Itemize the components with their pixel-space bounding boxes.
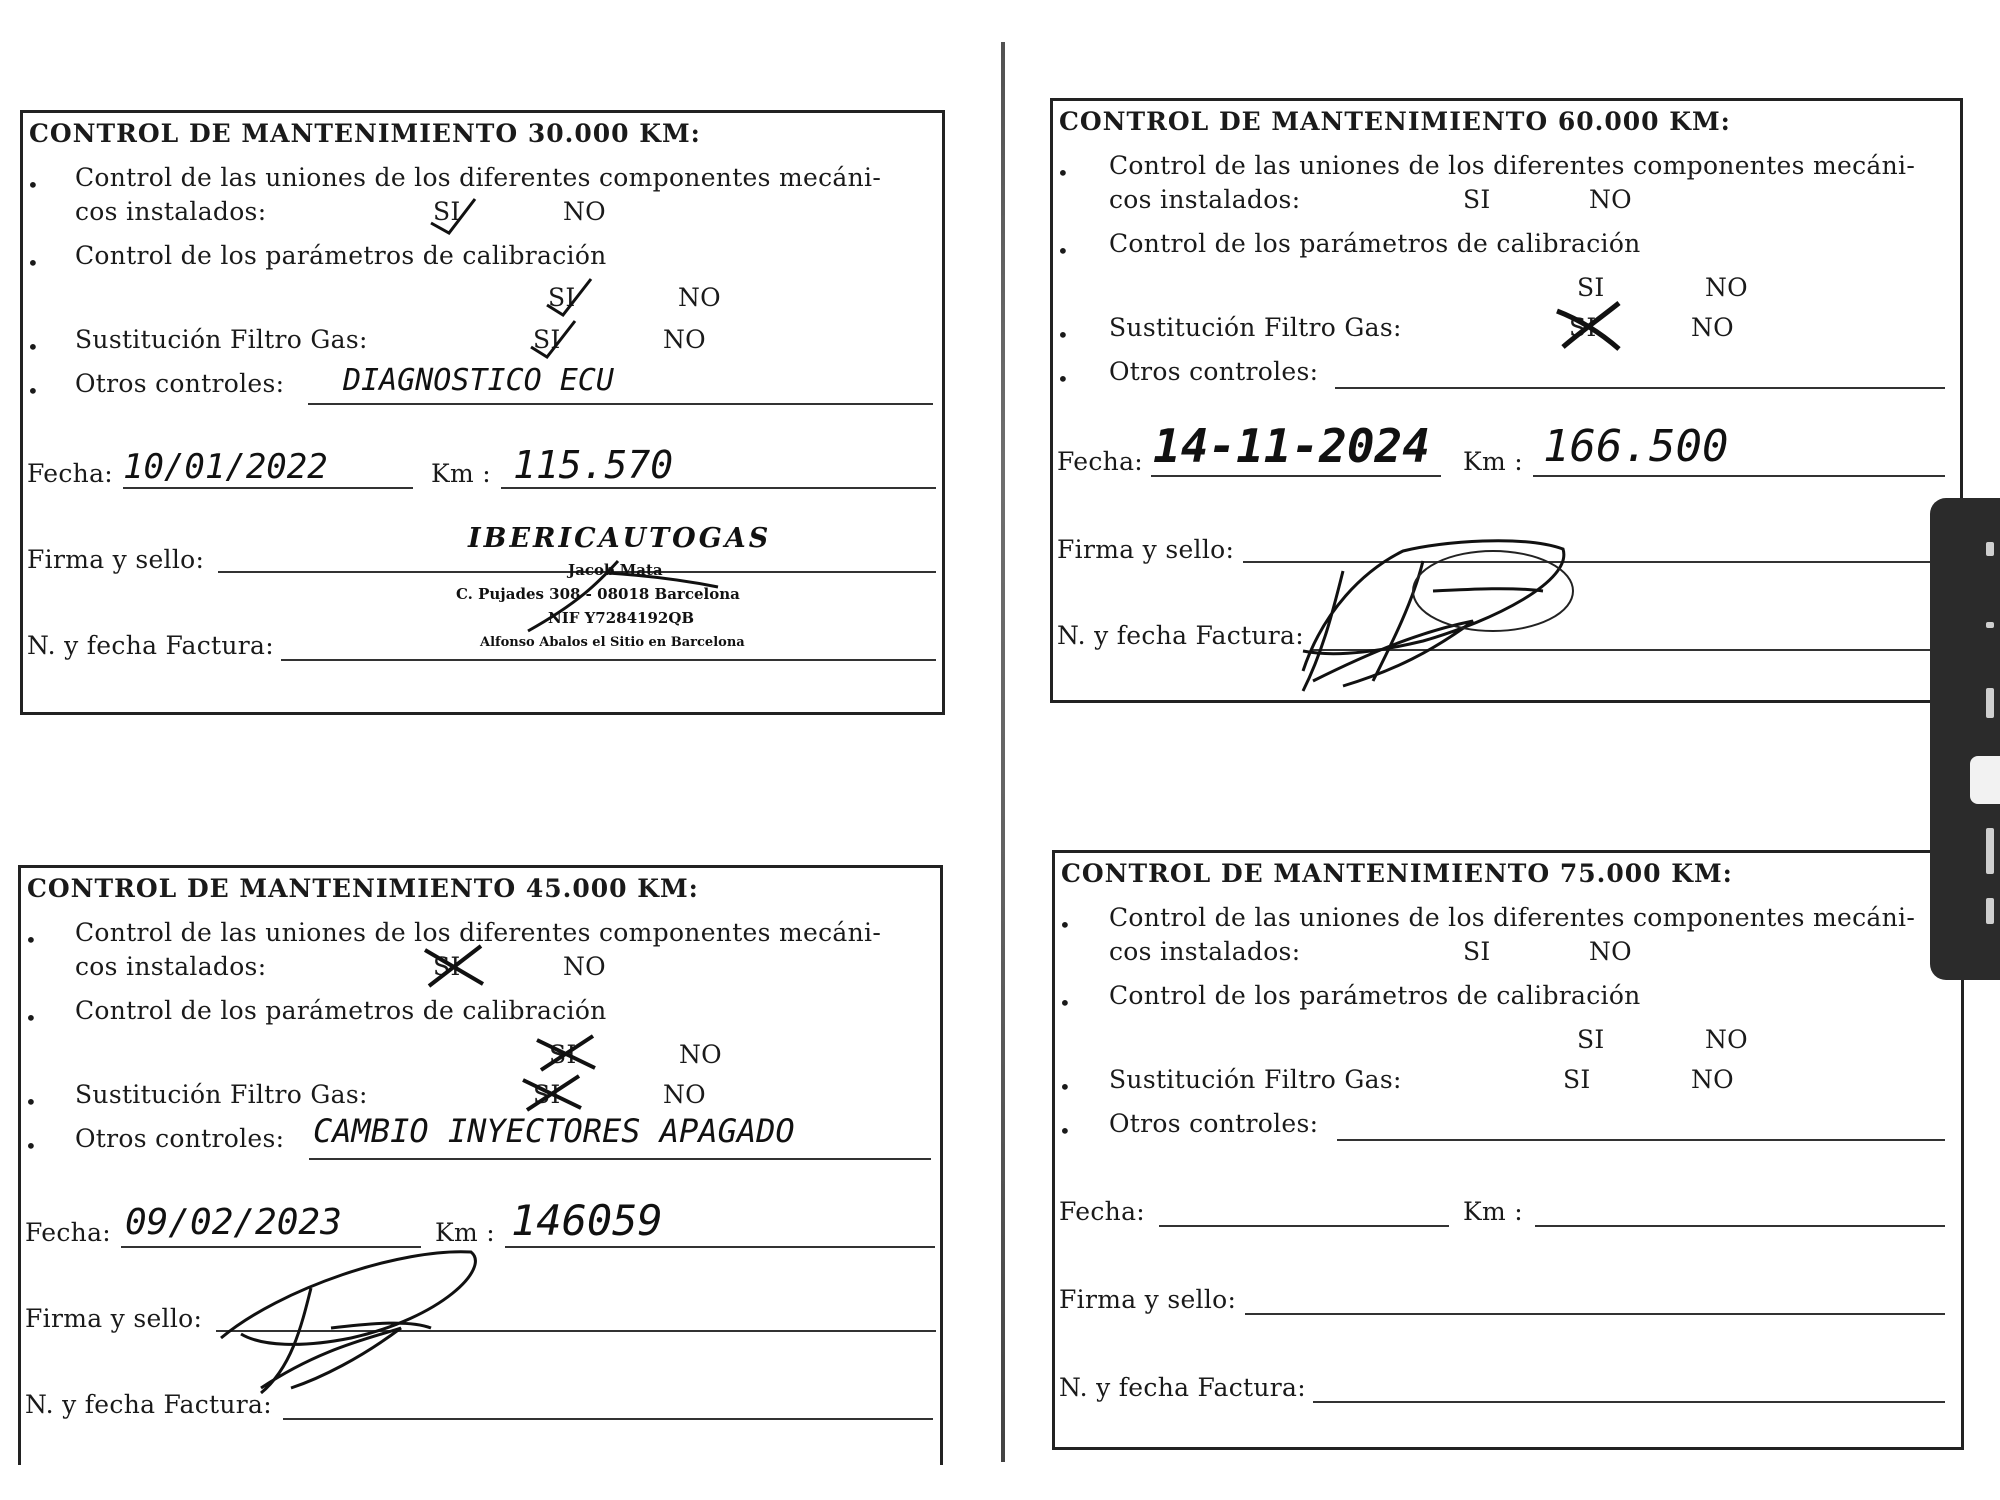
km-line — [1533, 475, 1945, 477]
calibracion-no-option: NO — [1705, 1025, 1748, 1054]
calibracion-si-option: SI — [548, 283, 576, 312]
filtro-no-option: NO — [663, 1080, 706, 1109]
filtro-no-option: NO — [1691, 313, 1734, 342]
card-title: CONTROL DE MANTENIMIENTO 30.000 KM: — [29, 119, 701, 148]
factura-label: N. y fecha Factura: — [27, 631, 274, 660]
stamp-line1: Jacob Mata — [568, 561, 663, 579]
calibracion-no-option: NO — [1705, 273, 1748, 302]
uniones-si-option: SI — [433, 197, 461, 226]
bullet: • — [25, 1134, 37, 1158]
calibracion-si-cross — [533, 1032, 599, 1074]
item-uniones-line2: cos instalados: — [1109, 185, 1301, 214]
stamp-company-name: IBERICAUTOGAS — [468, 523, 772, 554]
km-line — [505, 1246, 935, 1248]
item-filtro-gas: Sustitución Filtro Gas: — [75, 325, 368, 354]
filtro-no-option: NO — [1691, 1065, 1734, 1094]
bullet: • — [27, 251, 39, 275]
km-line — [501, 487, 936, 489]
firma-line — [1245, 1313, 1945, 1315]
km-value: 146059 — [511, 1196, 663, 1245]
bullet: • — [25, 928, 37, 952]
item-otros-controles: Otros controles: — [75, 369, 285, 398]
filtro-no-option: NO — [663, 325, 706, 354]
km-value: 166.500 — [1543, 421, 1729, 472]
fecha-value: 09/02/2023 — [125, 1202, 342, 1243]
otros-controles-value: DIAGNOSTICO ECU — [343, 363, 614, 398]
firma-label: Firma y sello: — [1059, 1285, 1237, 1314]
toolbar-glyph-icon — [1986, 542, 1994, 556]
factura-line — [1313, 1401, 1945, 1403]
card-title: CONTROL DE MANTENIMIENTO 75.000 KM: — [1061, 859, 1733, 888]
bullet: • — [1057, 367, 1069, 391]
calibracion-si-checkmark — [541, 275, 597, 319]
fecha-label: Fecha: — [25, 1218, 112, 1247]
fecha-line — [1151, 475, 1441, 477]
fecha-label: Fecha: — [27, 459, 114, 488]
filtro-si-option: SI — [1569, 313, 1597, 342]
uniones-si-cross — [419, 942, 489, 990]
filtro-si-cross — [519, 1072, 585, 1114]
card-title: CONTROL DE MANTENIMIENTO 45.000 KM: — [27, 874, 699, 903]
item-otros-controles: Otros controles: — [1109, 1109, 1319, 1138]
company-stamp — [438, 523, 808, 673]
factura-label: N. y fecha Factura: — [25, 1390, 272, 1419]
item-uniones-line1: Control de las uniones de los diferentes componentes mecáni- — [75, 918, 882, 947]
otros-controles-line — [1337, 1139, 1945, 1141]
km-label: Km : — [435, 1218, 495, 1247]
bullet: • — [1059, 1075, 1071, 1099]
item-uniones-line1: Control de las uniones de los diferentes componentes mecáni- — [75, 163, 882, 192]
uniones-si-option: SI — [1463, 185, 1491, 214]
factura-line — [283, 1418, 933, 1420]
uniones-no-option: NO — [563, 952, 606, 981]
item-calibracion: Control de los parámetros de calibración — [75, 241, 607, 270]
stamp-line3: NIF Y7284192QB — [548, 609, 695, 627]
stamp-signature-stroke — [458, 553, 758, 663]
toolbar-glyph-icon — [1986, 688, 1994, 718]
bullet: • — [27, 335, 39, 359]
stamp-line2: C. Pujades 308 - 08018 Barcelona — [456, 585, 740, 603]
uniones-no-option: NO — [1589, 185, 1632, 214]
maintenance-card-60000 — [1050, 98, 1963, 703]
item-uniones-line2: cos instalados: — [1109, 937, 1301, 966]
item-filtro-gas: Sustitución Filtro Gas: — [1109, 313, 1402, 342]
filtro-si-checkmark — [525, 317, 581, 361]
filtro-si-option: SI — [533, 325, 561, 354]
bullet: • — [1059, 913, 1071, 937]
km-label: Km : — [1463, 447, 1523, 476]
handwritten-signature — [1273, 531, 1593, 701]
uniones-no-option: NO — [563, 197, 606, 226]
bullet: • — [1057, 239, 1069, 263]
maintenance-card-30000 — [20, 110, 945, 715]
calibracion-si-option: SI — [1577, 273, 1605, 302]
handwritten-signature — [201, 1228, 501, 1408]
fecha-value: 14-11-2024 — [1153, 419, 1430, 473]
firma-label: Firma y sello: — [25, 1304, 203, 1333]
item-calibracion: Control de los parámetros de calibración — [1109, 229, 1641, 258]
firma-label: Firma y sello: — [1057, 535, 1235, 564]
item-uniones-line2: cos instalados: — [75, 197, 267, 226]
item-otros-controles: Otros controles: — [1109, 357, 1319, 386]
factura-label: N. y fecha Factura: — [1057, 621, 1304, 650]
bullet: • — [1057, 161, 1069, 185]
item-otros-controles: Otros controles: — [75, 1124, 285, 1153]
fecha-label: Fecha: — [1057, 447, 1144, 476]
side-toolbar-panel[interactable] — [1930, 498, 2000, 980]
filtro-si-cross — [1553, 297, 1625, 353]
toolbar-glyph-icon — [1986, 622, 1994, 628]
uniones-si-checkmark — [423, 193, 483, 237]
fecha-line — [123, 487, 413, 489]
otros-controles-line — [309, 1158, 931, 1160]
toolbar-glyph-icon — [1986, 898, 1994, 924]
otros-controles-value: CAMBIO INYECTORES APAGADO — [313, 1112, 795, 1150]
uniones-si-option: SI — [1463, 937, 1491, 966]
calibracion-no-option: NO — [678, 283, 721, 312]
uniones-no-option: NO — [1589, 937, 1632, 966]
km-label: Km : — [1463, 1197, 1523, 1226]
firma-label: Firma y sello: — [27, 545, 205, 574]
maintenance-card-45000 — [18, 865, 943, 1465]
bullet: • — [27, 173, 39, 197]
filtro-si-option: SI — [1563, 1065, 1591, 1094]
item-uniones-line1: Control de las uniones de los diferentes componentes mecáni- — [1109, 151, 1916, 180]
item-calibracion: Control de los parámetros de calibración — [75, 996, 607, 1025]
bullet: • — [1057, 323, 1069, 347]
card-title: CONTROL DE MANTENIMIENTO 60.000 KM: — [1059, 107, 1731, 136]
fecha-value: 10/01/2022 — [123, 447, 328, 487]
filtro-si-option: SI — [533, 1080, 561, 1109]
toolbar-glyph-icon — [1986, 828, 1994, 874]
factura-label: N. y fecha Factura: — [1059, 1373, 1306, 1402]
km-label: Km : — [431, 459, 491, 488]
fecha-line — [1159, 1225, 1449, 1227]
bullet: • — [25, 1006, 37, 1030]
km-value: 115.570 — [513, 443, 674, 487]
item-filtro-gas: Sustitución Filtro Gas: — [1109, 1065, 1402, 1094]
bullet: • — [1059, 1119, 1071, 1143]
calibracion-si-option: SI — [1577, 1025, 1605, 1054]
calibracion-no-option: NO — [679, 1040, 722, 1069]
bullet: • — [25, 1090, 37, 1114]
item-uniones-line1: Control de las uniones de los diferentes componentes mecáni- — [1109, 903, 1916, 932]
toolbar-tab-button[interactable] — [1970, 756, 2000, 804]
calibracion-si-option: SI — [549, 1040, 577, 1069]
page-fold-divider — [1001, 42, 1005, 1462]
item-uniones-line2: cos instalados: — [75, 952, 267, 981]
item-calibracion: Control de los parámetros de calibración — [1109, 981, 1641, 1010]
km-line — [1535, 1225, 1945, 1227]
bullet: • — [27, 379, 39, 403]
item-filtro-gas: Sustitución Filtro Gas: — [75, 1080, 368, 1109]
stamp-line4: Alfonso Abalos el Sitio en Barcelona — [480, 635, 745, 650]
otros-controles-line — [308, 403, 933, 405]
maintenance-card-75000 — [1052, 850, 1964, 1450]
bullet: • — [1059, 991, 1071, 1015]
uniones-si-option: SI — [433, 952, 461, 981]
fecha-label: Fecha: — [1059, 1197, 1146, 1226]
otros-controles-line — [1335, 387, 1945, 389]
